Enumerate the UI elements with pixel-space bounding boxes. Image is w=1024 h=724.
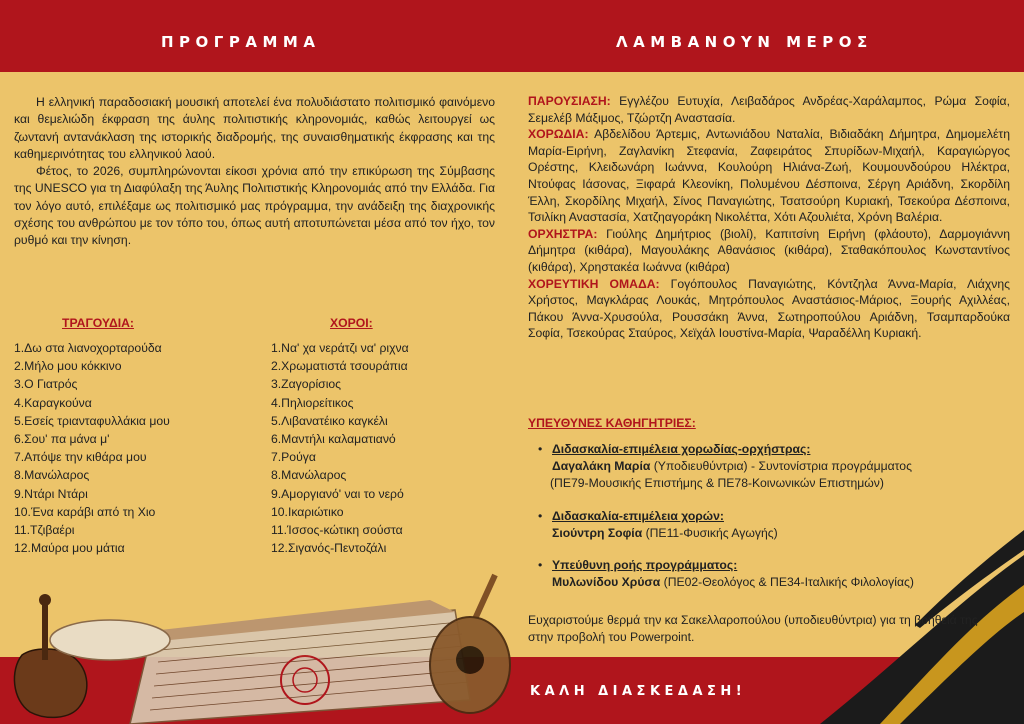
list-item: 4.Πηλιορείτικος [271, 395, 354, 410]
presentation-label: ΠΑΡΟΥΣΙΑΣΗ: [528, 94, 611, 108]
bullet-icon: • [538, 558, 543, 572]
presentation-names: Εγγλέζου Ευτυχία, Λειβαδάρος Ανδρέας-Χαράλαμπος, Ρώμα Σοφία, Σεμελέβ Μάξιμος, Τζώρτζη Αναστασία. [528, 94, 1010, 125]
list-item: 5.Εσείς τριανταφυλλάκια μου [14, 413, 170, 428]
intro-paragraph-1: Η ελληνική παραδοσιακή μουσική αποτελεί ένα πολυδιάστατο πολιτισμικό φαινόμενο και θεμελιώδη έκφραση της άυλης πολιτιστικής κληρονομιάς, καθώς λειτουργεί ως ζωντανή αντανάκλαση της ιστορικής διαδρομής, της συναισθηματικής έκφρασης και της καθημερινότητας του ελληνικού λαού. [14, 95, 495, 161]
list-item: 3.Ζαγορίσιος [271, 377, 342, 392]
list-item: 6.Μαντήλι καλαματιανό [271, 432, 396, 447]
drum-icon [50, 620, 170, 660]
choir-names: Αβδελίδου Άρτεμις, Αντωνιάδου Ναταλία, Βιδιαδάκη Δήμητρα, Δημομελέτη Μαρία-Ειρήνη, Ζαγλανίκη Στεφανία, Ζαφειράτος Σπυρίδων-Μιχαήλ, Καραγιώργος Ορέστης, Κλειδωνάρη Ιωάννα, Κουλούρη Ηλιάνα-Ζωή, Κουμουνδούρου Ηλέκτρα, Ντούφας Ιάσονας, Ξιφαρά Κλεονίκη, Πολυμένου Δέσποινα, Σέργη Αριάδνη, Σκορδίλη Έλλη, Σκορδίλης Μιχαήλ, Σίνος Παναγιώτης, Τσατσούρη Κυριακή, Τσεκούρα Δέσποινα, Τσιλίκη Αναστασία, Χατζηαγοράκη Νικολέττα, Χότι Αζουλιέτα, Χρόνη Βαλέρια. [528, 127, 1010, 225]
person-detail: (ΠΕ02-Θεολόγος & ΠΕ34-Ιταλικής Φιλολογίας) [660, 575, 914, 589]
responsible-item-3 [538, 557, 914, 591]
orchestra-names: Γιούλης Δημήτριος (βιολί), Καπιτσίνη Ειρήνη (φλάουτο), Δαρμογιάννη Δήμητρα (κιθάρα), Μαγουλάκης Αθανάσιος (κιθάρα), Σταθακόπουλος Κωνσταντίνος (κιθάρα), Χρηστακέα Ιωάννα (κιθάρα) [528, 226, 1010, 274]
dances-list [271, 339, 409, 557]
intro-paragraph-2: Φέτος, το 2026, συμπληρώνονται είκοσι χρόνια από την επικύρωση της Σύμβασης της UNESCO για τη Διαφύλαξη της Άυλης Πολιτιστικής Κληρονομιάς από την Ελλάδα. Για τον λόγο αυτό, επιλέξαμε ως πολιτισμικό μας πρόγραμμα, την ανάδειξη της διαχρονικής σχέσης του ανθρώπου με τον τόπο του, όπως αυτή αποτυπώνεται μέσα από τον ήχο, τον ρυθμό και την κίνηση. [14, 164, 495, 248]
dances-heading: ΧΟΡΟΙ: [330, 316, 373, 330]
intro-text [14, 94, 495, 250]
list-item: 10.Ικαριώτικο [271, 504, 344, 519]
thanks-text: Ευχαριστούμε θερμά την κα Σακελλαροπούλου (υποδιευθύντρια) για τη βοήθειά της στην προβολή του Powerpoint. [528, 613, 978, 644]
list-item: 4.Καραγκούνα [14, 395, 92, 410]
person-detail: (Υποδιευθύντρια) - Συντονίστρια προγράμματος [650, 459, 912, 473]
person-detail-2: (ΠΕ79-Μουσικής Επιστήμης & ΠΕ78-Κοινωνικών Επιστημών) [550, 476, 884, 490]
responsible-item-2 [538, 508, 778, 542]
bullet-icon: • [538, 442, 543, 456]
list-item: 10.Ένα καράβι από τη Χιο [14, 504, 156, 519]
role: Υπεύθυνη ροής προγράμματος: [552, 558, 738, 572]
choir-label: ΧΟΡΩΔΙΑ: [528, 127, 589, 142]
list-item: 7.Ρούγα [271, 450, 316, 465]
person-name: Μυλωνίδου Χρύσα [552, 575, 661, 589]
list-item: 1.Να' χα νεράτζι να' ριχνα [271, 341, 409, 355]
songs-list [14, 339, 170, 557]
participants-text [528, 93, 1010, 342]
list-item: 7.Απόψε την κιθάρα μου [14, 450, 147, 465]
list-item: 3.Ο Γιατρός [14, 377, 78, 392]
role: Διδασκαλία-επιμέλεια χορωδίας-ορχήστρας: [552, 442, 811, 456]
person-line [538, 458, 912, 475]
list-item: 11.Ίσσος-κώτικη σούστα [271, 523, 403, 538]
lute-icon [430, 575, 510, 713]
person-line [538, 574, 914, 591]
role: Διδασκαλία-επιμέλεια χορών: [552, 509, 724, 523]
orchestra-label: ΟΡΧΗΣΤΡΑ: [528, 226, 598, 241]
closing-message: ΚΑΛΗ ΔΙΑΣΚΕΔΑΣΗ! [530, 684, 747, 699]
person-name: Σιούντρη Σοφία [552, 526, 643, 540]
person-line [538, 525, 778, 542]
person-detail: (ΠΕ11-Φυσικής Αγωγής) [642, 526, 778, 540]
list-item: 2.Μήλο μου κόκκινο [14, 359, 122, 374]
list-item: 11.Τζιβαέρι [14, 523, 75, 538]
list-item: 6.Σου' πα μάνα μ' [14, 432, 110, 447]
dance-group-names: Γογόπουλος Παναγιώτης, Κόντζηλα Άννα-Μαρία, Λιάχνης Χρήστος, Μαγκλάρας Λουκάς, Μητρόπουλος Αναστάσιος-Μάριος, Ξουρής Αχιλλέας, Πάκου Άννα-Χρυσούλα, Ρουσσάκη Άννα, Σωτηροπούλου Αριάδνη, Τσαμπαρδούκα Σοφία, Τσεκούρας Σταύρος, Χεϊχάλ Ιουστίνα-Μαρία, Ψαραδέλλη Κυριακή. [528, 276, 1010, 341]
list-item: 12.Μαύρα μου μάτια [14, 541, 125, 556]
list-item: 2.Χρωματιστά τσουράπια [271, 359, 408, 374]
responsible-heading: ΥΠΕΥΘΥΝΕΣ ΚΑΘΗΓΗΤΡΙΕΣ: [528, 416, 696, 430]
participants-title: ΛΑΜΒΑΝΟΥΝ ΜΕΡΟΣ [616, 33, 873, 51]
program-title: ΠΡΟΓΡΑΜΜΑ [161, 33, 321, 51]
list-item: 9.Αμοργιανό' ναι το νερό [271, 486, 404, 501]
bullet-icon: • [538, 509, 543, 523]
dance-group-label: ΧΟΡΕΥΤΙΚΗ ΟΜΑΔΑ: [528, 276, 660, 291]
list-item: 12.Σιγανός-Πεντοζάλι [271, 541, 387, 556]
person-name: Δαγαλάκη Μαρία [552, 459, 651, 473]
list-item: 1.Δω στα λιανοχορταρούδα [14, 341, 162, 355]
responsible-item-1 [538, 441, 912, 492]
list-item: 5.Λιβανατέικο καγκέλι [271, 413, 388, 428]
songs-heading: ΤΡΑΓΟΥΔΙΑ: [62, 316, 134, 330]
list-item: 8.Μανώλαρος [14, 468, 90, 483]
list-item: 9.Ντάρι Ντάρι [14, 486, 88, 501]
list-item: 8.Μανώλαρος [271, 468, 347, 483]
